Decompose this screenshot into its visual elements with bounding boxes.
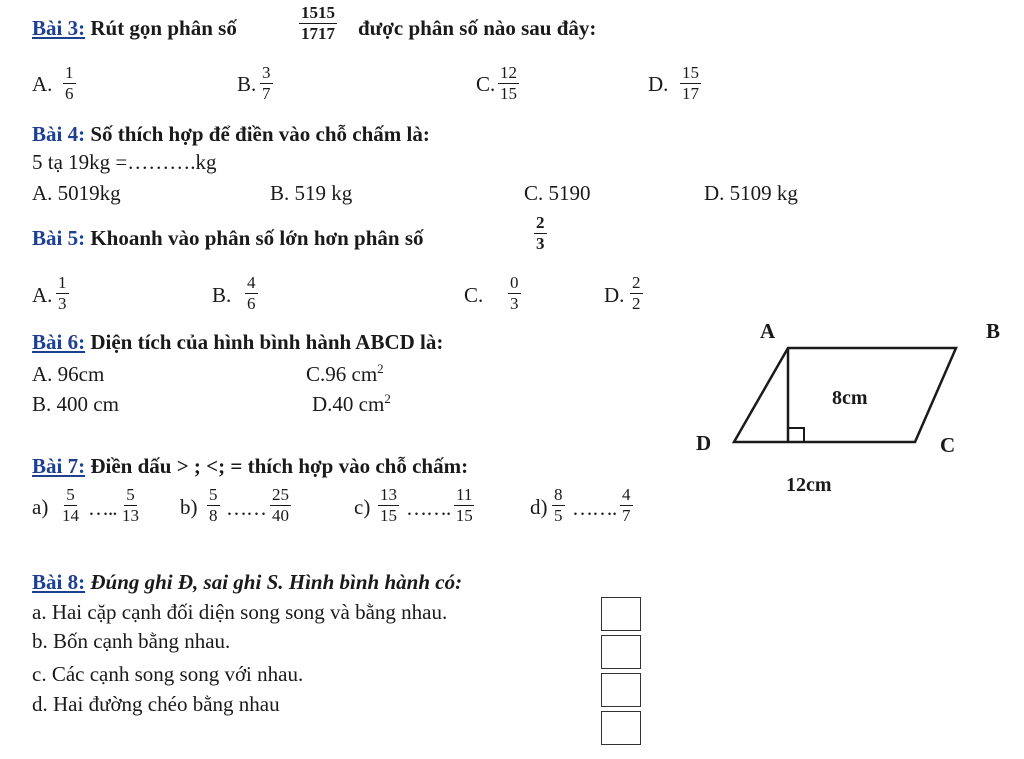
bai7-c-d2: 15 <box>455 506 473 525</box>
bai3-frac-den: 1717 <box>301 24 335 43</box>
bai7-d-d2: 7 <box>622 506 631 525</box>
bai3-option-d[interactable] <box>680 64 701 103</box>
vertex-a: A <box>760 319 776 343</box>
vertex-d: D <box>696 431 712 455</box>
bai7-item-c-frac2 <box>454 486 474 525</box>
bai7-item-a-frac1 <box>62 486 79 525</box>
bai5-option-a[interactable] <box>56 274 69 313</box>
bai7-question: Điền dấu > ; <; = thích hợp vào chỗ chấm: <box>90 454 469 478</box>
bai7-item-d-letter: d) <box>530 495 548 519</box>
bai3-option-c[interactable] <box>498 64 519 103</box>
bai5-option-a-den: 3 <box>58 294 67 313</box>
bai5-option-b-num: 4 <box>247 273 256 292</box>
bai6-option-d[interactable] <box>312 392 391 416</box>
bai7-item-b-letter: b) <box>180 495 198 519</box>
bai7-item-b-frac1 <box>207 486 220 525</box>
bai5-fraction <box>534 214 547 253</box>
bai6-option-b[interactable]: B. 400 cm <box>32 392 119 416</box>
bai7-d-n1: 8 <box>554 485 563 504</box>
bai6-heading <box>32 330 443 354</box>
bai3-option-d-num: 15 <box>682 63 699 82</box>
bai3-option-c-den: 15 <box>500 84 517 103</box>
bai6-option-c-sup: 2 <box>377 361 384 376</box>
bai8-statement-c: c. Các cạnh song song với nhau. <box>32 662 304 686</box>
bai7-d-n2: 4 <box>622 485 631 504</box>
parallelogram-figure <box>690 318 1020 508</box>
bai5-option-b[interactable] <box>245 274 258 313</box>
bai5-option-d-den: 2 <box>632 294 641 313</box>
bai3-option-a-den: 6 <box>65 84 74 103</box>
bai6-option-a[interactable]: A. 96cm <box>32 362 105 386</box>
bai4-heading <box>32 122 430 146</box>
bai7-item-c-frac1 <box>378 486 399 525</box>
bai4-option-d[interactable]: D. 5109 kg <box>704 181 798 205</box>
bai3-option-a-num: 1 <box>65 63 74 82</box>
bai5-option-c-num: 0 <box>510 273 519 292</box>
bai7-c-n2: 11 <box>456 485 473 504</box>
base-label: 12cm <box>786 474 832 496</box>
bai3-option-b-letter: B. <box>237 72 257 96</box>
bai7-item-d-blank[interactable]: ……. <box>572 496 617 520</box>
bai8-heading <box>32 570 462 594</box>
bai5-option-c-den: 3 <box>510 294 519 313</box>
bai7-b-d2: 40 <box>272 506 289 525</box>
answer-box-d[interactable] <box>601 711 641 745</box>
bai3-option-b-num: 3 <box>262 63 271 82</box>
height-label: 8cm <box>832 387 868 409</box>
bai7-item-b-blank[interactable]: …… <box>226 496 266 520</box>
bai7-item-b-frac2 <box>270 486 291 525</box>
bai3-option-b[interactable] <box>260 64 273 103</box>
bai3-option-d-den: 17 <box>682 84 699 103</box>
bai7-a-n2: 5 <box>126 485 135 504</box>
bai8-question: Đúng ghi Đ, sai ghi S. Hình bình hành có: <box>90 570 463 594</box>
bai8-label: Bài 8: <box>32 570 86 594</box>
bai6-label: Bài 6: <box>32 330 86 354</box>
bai5-heading <box>32 226 424 250</box>
bai5-option-a-letter: A. <box>32 283 53 307</box>
bai4-option-b[interactable]: B. 519 kg <box>270 181 353 205</box>
bai7-item-a-letter: a) <box>32 495 49 519</box>
bai3-option-c-num: 12 <box>500 63 517 82</box>
bai6-option-c-text: C.96 cm <box>306 362 378 386</box>
vertex-b: B <box>986 319 1001 343</box>
bai3-label: Bài 3: <box>32 16 86 40</box>
bai7-d-d1: 5 <box>554 506 563 525</box>
bai8-statement-a: a. Hai cặp cạnh đối diện song song và bằng nhau. <box>32 600 448 624</box>
bai6-option-d-sup: 2 <box>384 391 391 406</box>
bai5-frac-den: 3 <box>536 234 545 253</box>
bai7-b-n2: 25 <box>272 485 289 504</box>
bai7-b-d1: 8 <box>209 506 218 525</box>
bai4-line: 5 tạ 19kg =……….kg <box>32 150 217 174</box>
bai5-question: Khoanh vào phân số lớn hơn phân số <box>90 226 424 250</box>
bai5-option-a-num: 1 <box>58 273 67 292</box>
bai5-option-c[interactable] <box>508 274 521 313</box>
bai3-option-a[interactable] <box>63 64 76 103</box>
bai4-option-c[interactable]: C. 5190 <box>524 181 591 205</box>
bai4-label: Bài 4: <box>32 122 86 146</box>
bai3-tail: được phân số nào sau đây: <box>358 16 597 40</box>
bai7-a-d2: 13 <box>122 506 139 525</box>
bai5-option-c-letter: C. <box>464 283 484 307</box>
bai3-frac-num: 1515 <box>301 3 335 22</box>
answer-box-a[interactable] <box>601 597 641 631</box>
bai3-option-b-den: 7 <box>262 84 271 103</box>
bai7-label: Bài 7: <box>32 454 86 478</box>
bai3-fraction <box>299 4 337 43</box>
bai6-option-d-text: D.40 cm <box>312 392 385 416</box>
bai3-option-a-letter: A. <box>32 72 53 96</box>
bai7-item-c-blank[interactable]: ……. <box>406 496 451 520</box>
bai7-heading <box>32 454 468 478</box>
bai5-option-b-den: 6 <box>247 294 256 313</box>
bai8-statement-b: b. Bốn cạnh bằng nhau. <box>32 629 231 653</box>
bai7-a-d1: 14 <box>62 506 79 525</box>
bai3-question: Rút gọn phân số <box>90 16 237 40</box>
bai7-a-n1: 5 <box>66 485 75 504</box>
bai5-label: Bài 5: <box>32 226 86 250</box>
bai7-b-n1: 5 <box>209 485 218 504</box>
bai5-option-d-letter: D. <box>604 283 625 307</box>
right-angle-mark <box>788 428 804 442</box>
bai5-frac-num: 2 <box>536 213 545 232</box>
vertex-c: C <box>940 433 956 457</box>
bai8-statement-d: d. Hai đường chéo bằng nhau <box>32 692 280 716</box>
bai7-item-a-blank[interactable]: ….. <box>88 496 117 520</box>
bai3-option-d-letter: D. <box>648 72 669 96</box>
bai5-option-d-num: 2 <box>632 273 641 292</box>
answer-box-c[interactable] <box>601 673 641 707</box>
answer-box-b[interactable] <box>601 635 641 669</box>
bai7-c-n1: 13 <box>380 485 397 504</box>
bai7-item-d-frac2 <box>620 486 633 525</box>
bai5-option-b-letter: B. <box>212 283 232 307</box>
bai4-question: Số thích hợp để điền vào chỗ chấm là: <box>90 122 430 146</box>
bai3-option-c-letter: C. <box>476 72 496 96</box>
bai6-question: Diện tích của hình bình hành ABCD là: <box>90 330 444 354</box>
bai4-option-a[interactable]: A. 5019kg <box>32 181 121 205</box>
bai7-c-d1: 15 <box>380 506 397 525</box>
bai7-item-c-letter: c) <box>354 495 371 519</box>
bai5-option-d[interactable] <box>630 274 643 313</box>
bai7-item-a-frac2 <box>122 486 139 525</box>
bai7-item-d-frac1 <box>552 486 565 525</box>
bai3-heading <box>32 16 237 40</box>
bai6-option-c[interactable] <box>306 362 384 386</box>
